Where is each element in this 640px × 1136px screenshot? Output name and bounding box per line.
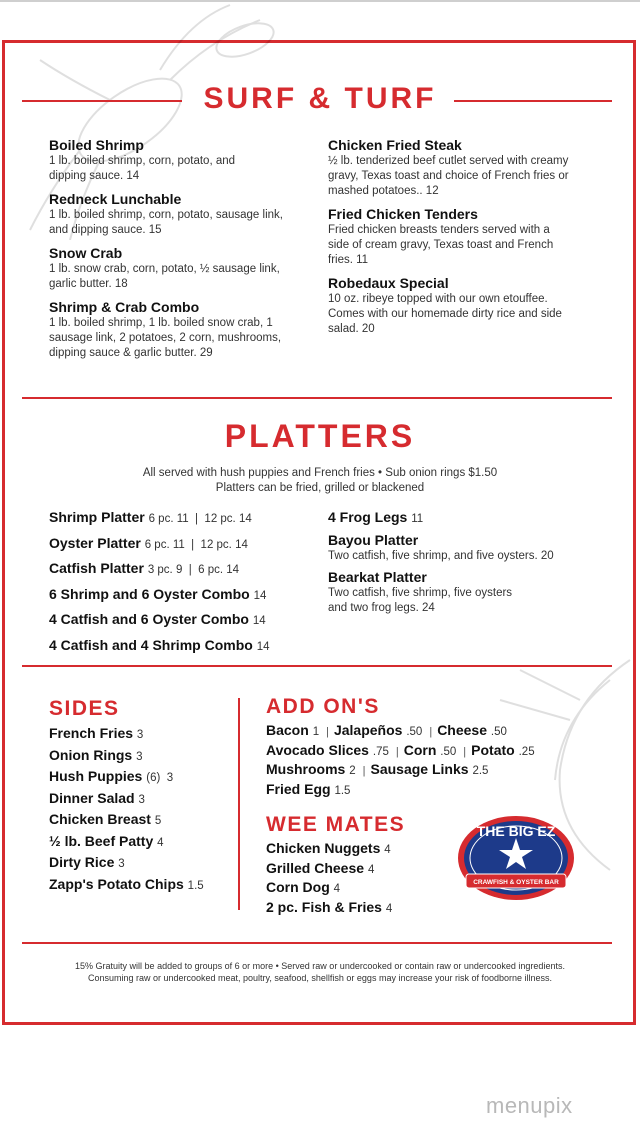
side-row [49, 832, 234, 854]
item-name [328, 509, 598, 528]
platter-price: 11 [411, 513, 424, 525]
separator: | [326, 726, 329, 738]
item-description: ½ lb. tenderized beef cutlet served with creamy gravy, Texas toast and choice of French fries or mashed potatoes.. 12 [328, 155, 569, 197]
platters-right-column [328, 509, 598, 623]
item-name: Bearkat Platter [328, 569, 427, 585]
menu-item [328, 569, 598, 616]
platter-name: 4 Catfish and 6 Oyster Combo [49, 611, 249, 627]
item-name: Fried Chicken Tenders [328, 206, 478, 222]
wee-mate-row [266, 899, 466, 919]
menu-item [49, 191, 309, 238]
wee-mate-row [266, 879, 466, 899]
footer-divider [22, 942, 612, 944]
footer-line2: Consuming raw or undercooked meat, poultry, seafood, shellfish or eggs may increase your risk of foodborne illness. [87, 973, 553, 983]
addon-name: Potato [471, 741, 515, 758]
item-name: Boiled Shrimp [49, 137, 144, 153]
platters-note-line2: Platters can be fried, grilled or blackened [215, 482, 425, 494]
side-price: (6) 3 [146, 772, 174, 784]
logo-subtext: CRAWFISH & OYSTER BAR [473, 879, 559, 886]
platter-price: 14 [253, 589, 267, 602]
menu-item [49, 245, 309, 292]
addon-price: .50 [406, 726, 423, 738]
item-name: Redneck Lunchable [49, 191, 182, 207]
sides-divider [238, 698, 240, 910]
side-row [49, 875, 234, 897]
side-row [49, 853, 234, 875]
platter-price: 14 [256, 640, 270, 653]
platter-price: 3 pc. 9 | 6 pc. 14 [147, 564, 240, 576]
side-price: 3 [138, 793, 145, 806]
addon-row [266, 761, 586, 781]
surf-turf-right-column [328, 137, 593, 344]
item-description: 1 lb. boiled shrimp, corn, potato, sausage link, and dipping sauce. 15 [49, 209, 283, 236]
addon-name: Jalapeños [333, 722, 403, 738]
addon-name: Avocado Slices [266, 741, 369, 758]
wee-mate-name: Corn Dog [266, 879, 330, 895]
menu-item [328, 206, 593, 268]
addon-name: Sausage Links [370, 761, 469, 777]
logo-text: THE BIG EZ [476, 823, 556, 839]
addon-price: 2 [349, 765, 356, 777]
menu-item [49, 137, 309, 184]
side-name: French Fries [49, 725, 134, 741]
side-name: Onion Rings [49, 746, 133, 763]
footer-disclaimer [20, 960, 620, 984]
item-description: 1 lb. snow crab, corn, potato, ½ sausage link, garlic butter. 18 [49, 263, 280, 290]
item-description: 1 lb. boiled shrimp, 1 lb. boiled snow crab, 1 sausage link, 2 potatoes, 2 corn, mushrooms, dipping sauce & garlic butter. 29 [49, 317, 282, 359]
addons-title: ADD ON'S [266, 695, 380, 718]
side-price: 4 [157, 836, 164, 849]
wee-mate-price: 4 [385, 902, 393, 915]
separator: | [429, 726, 433, 738]
addons-column [266, 695, 586, 800]
addon-price: 1 [312, 726, 320, 738]
side-name: Chicken Breast [49, 811, 151, 827]
wee-mate-price: 4 [384, 844, 391, 856]
sides-title: SIDES [49, 697, 120, 720]
wee-mates-title: WEE MATES [266, 813, 406, 836]
side-name: Dinner Salad [49, 789, 135, 806]
platter-name: Catfish Platter [49, 560, 144, 576]
platters-left-column [49, 506, 319, 659]
addon-row [266, 781, 586, 801]
big-ez-logo-icon [452, 812, 580, 908]
addon-name: Fried Egg [266, 780, 331, 797]
platter-row [49, 532, 319, 558]
platter-name: Oyster Platter [49, 534, 141, 551]
addon-price: .75 [372, 745, 389, 758]
wee-mate-name: Grilled Cheese [266, 859, 365, 876]
side-price: 3 [118, 858, 125, 870]
sides-column [49, 697, 234, 896]
side-row [49, 746, 234, 768]
side-row [49, 789, 234, 811]
platters-title: PLATTERS [224, 418, 416, 454]
platter-name: 4 Frog Legs [328, 509, 408, 525]
side-name: Dirty Rice [49, 854, 115, 870]
item-description: 10 oz. ribeye topped with our own etouffee. Comes with our homemade dirty rice and side salad. 20 [328, 293, 562, 335]
item-name: Shrimp & Crab Combo [49, 299, 200, 315]
item-description: Two catfish, five shrimp, five oysters and two frog legs. 24 [328, 587, 513, 614]
section-divider [22, 397, 612, 399]
platter-price: 6 pc. 11 | 12 pc. 14 [148, 513, 252, 525]
menu-item [328, 275, 593, 337]
item-description: Fried chicken breasts tenders served with a side of cream gravy, Texas toast and French fries. 11 [328, 224, 554, 266]
addon-name: Mushrooms [266, 761, 346, 777]
addon-name: Bacon [266, 722, 309, 738]
separator: | [463, 745, 467, 758]
section-divider [22, 665, 612, 667]
surf-turf-title: SURF & TURF [203, 82, 437, 115]
side-price: 5 [154, 815, 162, 827]
wee-mate-row [266, 840, 466, 860]
side-row [49, 724, 234, 746]
side-price: 3 [136, 729, 144, 741]
addon-price: .50 [490, 726, 507, 738]
wee-mate-price: 4 [333, 883, 341, 895]
wee-mate-name: 2 pc. Fish & Fries [266, 898, 382, 915]
platter-row [49, 506, 319, 532]
side-row [49, 810, 234, 832]
platter-name: Shrimp Platter [49, 509, 145, 525]
menu-item [328, 532, 598, 564]
addon-row [266, 722, 586, 742]
addon-name: Corn [403, 741, 437, 758]
surf-turf-left-column [49, 137, 309, 368]
platter-name: 6 Shrimp and 6 Oyster Combo [49, 585, 250, 602]
wee-mate-name: Chicken Nuggets [266, 840, 381, 856]
menu-item [49, 299, 309, 361]
platters-note-line1: All served with hush puppies and French fries • Sub onion rings $1.50 [142, 467, 498, 479]
separator: | [395, 745, 399, 758]
platters-note [0, 466, 640, 496]
menu-item [328, 137, 593, 199]
platter-row [49, 583, 319, 609]
platter-price: 14 [252, 615, 266, 627]
side-price: 3 [136, 750, 143, 763]
side-name: ½ lb. Beef Patty [49, 832, 154, 849]
addon-price: 2.5 [472, 765, 489, 777]
platter-name: 4 Catfish and 4 Shrimp Combo [49, 636, 253, 653]
wee-mates-column [266, 813, 466, 918]
platter-price: 6 pc. 11 | 12 pc. 14 [144, 538, 248, 551]
separator: | [362, 765, 366, 777]
item-name: Snow Crab [49, 245, 123, 261]
side-price: 1.5 [187, 879, 204, 892]
item-name: Robedaux Special [328, 275, 449, 291]
item-name: Chicken Fried Steak [328, 137, 462, 153]
platter-row [49, 557, 319, 583]
item-description: Two catfish, five shrimp, and five oysters. 20 [328, 550, 554, 562]
addon-row [266, 742, 586, 762]
addon-price: .50 [440, 745, 457, 758]
item-name: Bayou Platter [328, 532, 419, 548]
side-name: Zapp's Potato Chips [49, 875, 184, 892]
side-name: Hush Puppies [49, 768, 143, 784]
side-row [49, 767, 234, 789]
menu-item [328, 509, 598, 528]
platter-row [49, 608, 319, 634]
addon-name: Cheese [437, 722, 487, 738]
menupix-watermark: menupix [486, 1093, 573, 1118]
wee-mate-price: 4 [367, 863, 375, 876]
platter-row [49, 634, 319, 660]
addon-price: .25 [518, 745, 535, 758]
wee-mate-row [266, 860, 466, 880]
item-description: 1 lb. boiled shrimp, corn, potato, and dipping sauce. 14 [49, 155, 236, 182]
footer-line1: 15% Gratuity will be added to groups of 6 or more • Served raw or undercooked or contain raw or undercooked ingredients. [75, 961, 565, 971]
addon-price: 1.5 [334, 784, 351, 797]
